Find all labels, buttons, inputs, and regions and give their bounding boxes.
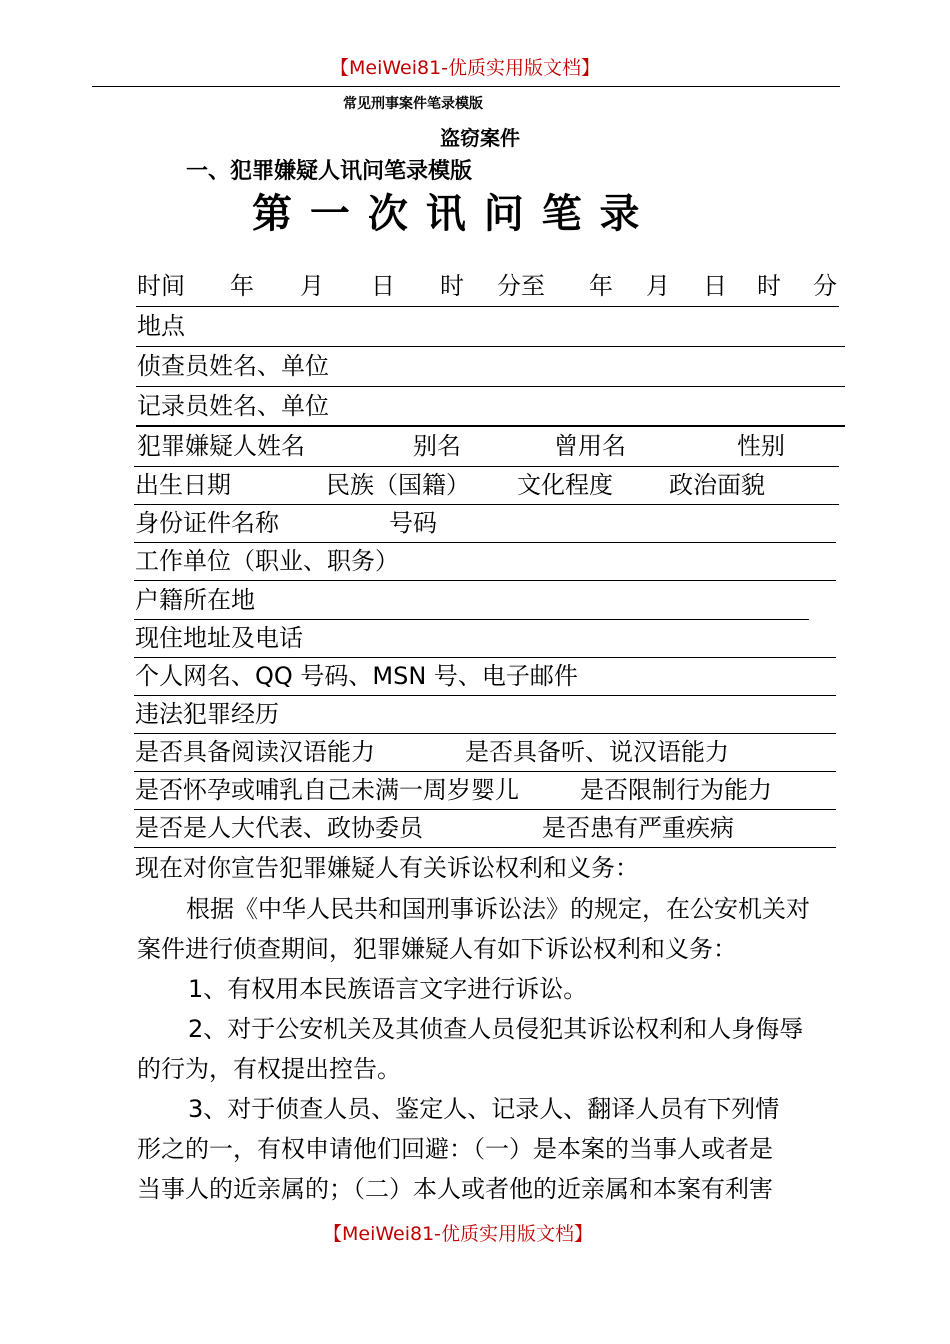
illness-label: 是否患有严重疾病 <box>542 814 734 842</box>
paragraph-line: 根据《中华人民共和国刑事诉讼法》的规定，在公安机关对 <box>186 895 810 923</box>
section-title: 一、犯罪嫌疑人讯问笔录模版 <box>186 159 473 184</box>
read-chinese-label: 是否具备阅读汉语能力 <box>135 738 375 766</box>
field-label: 地点 <box>137 312 185 340</box>
time-label: 时间 <box>137 272 185 300</box>
time-minute-to-label: 分至 <box>497 272 545 300</box>
field-label: 记录员姓名、单位 <box>137 392 329 420</box>
field-label: 户籍所在地 <box>135 586 255 614</box>
ethnicity-label: 民族（国籍） <box>326 471 470 499</box>
field-label: 违法犯罪经历 <box>135 700 279 728</box>
field-label: 现住地址及电话 <box>135 624 303 652</box>
time-end-hour-label: 时 <box>757 272 781 300</box>
speak-chinese-label: 是否具备听、说汉语能力 <box>465 738 729 766</box>
header-divider <box>92 86 840 87</box>
page-footer: 【MeiWei81-优质实用版文档】 <box>323 1223 594 1245</box>
rights-intro: 现在对你宣告犯罪嫌疑人有关诉讼权利和义务： <box>135 854 639 882</box>
suspect-name-label: 犯罪嫌疑人姓名 <box>137 432 305 460</box>
rights-item-3: 3、对于侦查人员、鉴定人、记录人、翻译人员有下列情 <box>188 1095 780 1123</box>
birth-date-label: 出生日期 <box>135 471 231 499</box>
rights-item-1: 1、有权用本民族语言文字进行诉讼。 <box>188 975 588 1003</box>
alias-label: 别名 <box>413 432 461 460</box>
page-header: 【MeiWei81-优质实用版文档】 <box>330 57 601 79</box>
id-number-label: 号码 <box>389 509 437 537</box>
deputy-label: 是否是人大代表、政协委员 <box>135 814 423 842</box>
time-row <box>0 266 950 300</box>
time-end-year-label: 年 <box>589 272 613 300</box>
field-underline <box>136 306 839 307</box>
field-label: 个人网名、QQ 号码、MSN 号、电子邮件 <box>135 662 578 690</box>
time-month-label: 月 <box>300 272 324 300</box>
time-end-minute-label: 分 <box>813 272 837 300</box>
paragraph-line: 当事人的近亲属的；（二）本人或者他的近亲属和本案有利害 <box>137 1175 773 1203</box>
paragraph-line: 形之的一，有权申请他们回避：（一）是本案的当事人或者是 <box>137 1135 773 1163</box>
time-hour-label: 时 <box>440 272 464 300</box>
document-title: 常见刑事案件笔录模版 <box>343 96 483 112</box>
time-end-day-label: 日 <box>703 272 727 300</box>
pregnant-label: 是否怀孕或哺乳自己未满一周岁婴儿 <box>135 776 519 804</box>
case-type-title: 盗窃案件 <box>440 126 520 150</box>
former-name-label: 曾用名 <box>554 432 626 460</box>
time-year-label: 年 <box>230 272 254 300</box>
id-type-label: 身份证件名称 <box>135 509 279 537</box>
time-day-label: 日 <box>371 272 395 300</box>
time-end-month-label: 月 <box>646 272 670 300</box>
limited-capacity-label: 是否限制行为能力 <box>580 776 772 804</box>
rights-item-2: 2、对于公安机关及其侦查人员侵犯其诉讼权利和人身侮辱 <box>188 1015 804 1043</box>
field-label: 侦查员姓名、单位 <box>137 352 329 380</box>
political-label: 政治面貌 <box>669 471 765 499</box>
paragraph-line: 的行为，有权提出控告。 <box>137 1055 401 1083</box>
gender-label: 性别 <box>737 432 785 460</box>
paragraph-line: 案件进行侦查期间，犯罪嫌疑人有如下诉讼权利和义务： <box>137 935 737 963</box>
record-title: 第 一 次 讯 问 笔 录 <box>252 190 642 237</box>
education-label: 文化程度 <box>517 471 613 499</box>
field-label: 工作单位（职业、职务） <box>135 547 399 575</box>
